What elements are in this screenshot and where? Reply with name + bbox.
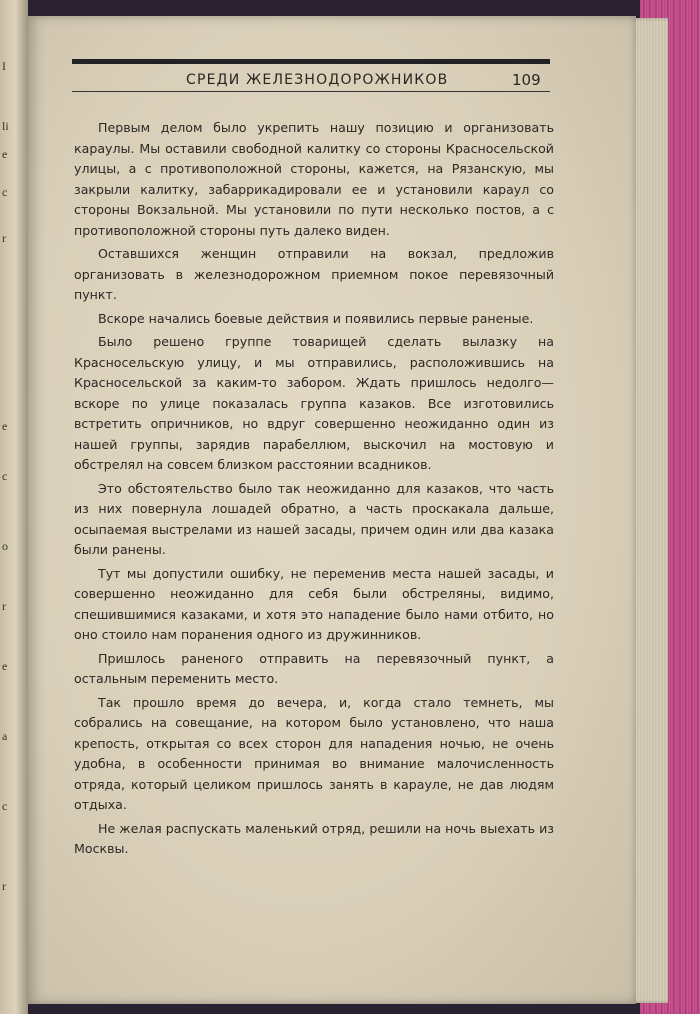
paragraph: Не желая распускать маленький отряд, решили на ночь выехать из Москвы. xyxy=(74,820,554,856)
header-rule-thick xyxy=(72,59,550,64)
paragraph: Было решено группе товарищей сделать вылазку на Красносельскую улицу, и мы отправились, расположившись на Красносельской за каким-то забором. Ждать пришлось недолго—вскоре по улице показалась группа казаков. Все изготовились встретить опричников, но вдруг совершенно неожиданно один из нашей группы, зарядив парабеллюм, выскочил на мостовую и обстрелял на совсем близком расстоянии всадников. xyxy=(74,334,554,472)
paragraph: Оставшихся женщин отправили на вокзал, предложив организовать в железнодорожном приемном покое перевязочный пункт. xyxy=(74,246,554,302)
paragraph: Это обстоятельство было так неожиданно для казаков, что часть из них повернула лошадей обратно, а часть проскакала дальше, осыпаемая выстрелами из нашей засады, причем один или два казака были ранены. xyxy=(74,480,554,557)
header-rule-thin xyxy=(72,91,550,92)
page-number: 109 xyxy=(512,71,541,89)
paragraph: Вскоре начались боевые действия и появились первые раненые. xyxy=(98,310,534,326)
paragraph: Тут мы допустили ошибку, не переменив места нашей засады, и совершенно неожиданно для себя были обстреляны, видимо, спешившимися казаками, и хотя это нападение было нами отбито, но оно стоило нам поранения одного из дружинников. xyxy=(74,565,554,642)
paragraph: Первым делом было укрепить нашу позицию и организовать караулы. Мы оставили свободной калитку со стороны Красносельской улицы, а с противоположной стороны, кажется, на Рязанскую, мы закрыли калитку, забаррикадировали ее и установили караул со стороны Вокзальной. Мы установили по пути несколько постов, а с противоположной стороны путь далеко виден. xyxy=(74,120,554,238)
book-page xyxy=(28,16,636,1004)
paragraph: Так прошло время до вечера, и, когда стало темнеть, мы собрались на совещание, на котором было установлено, что наша крепость, открытая со всех сторон для нападения ночью, не очень удобна, в особенности принимая во внимание малочисленность отряда, который целиком пришлось занять в карауле, не дав людям отдыха. xyxy=(74,694,554,812)
running-head: СРЕДИ ЖЕЛЕЗНОДОРОЖНИКОВ xyxy=(186,72,449,88)
paragraph: Пришлось раненого отправить на перевязочный пункт, а остальным переменить место. xyxy=(74,650,554,686)
body-text xyxy=(74,118,554,860)
facing-page-edge: I li e c r e c o r e a c r xyxy=(0,0,28,1014)
